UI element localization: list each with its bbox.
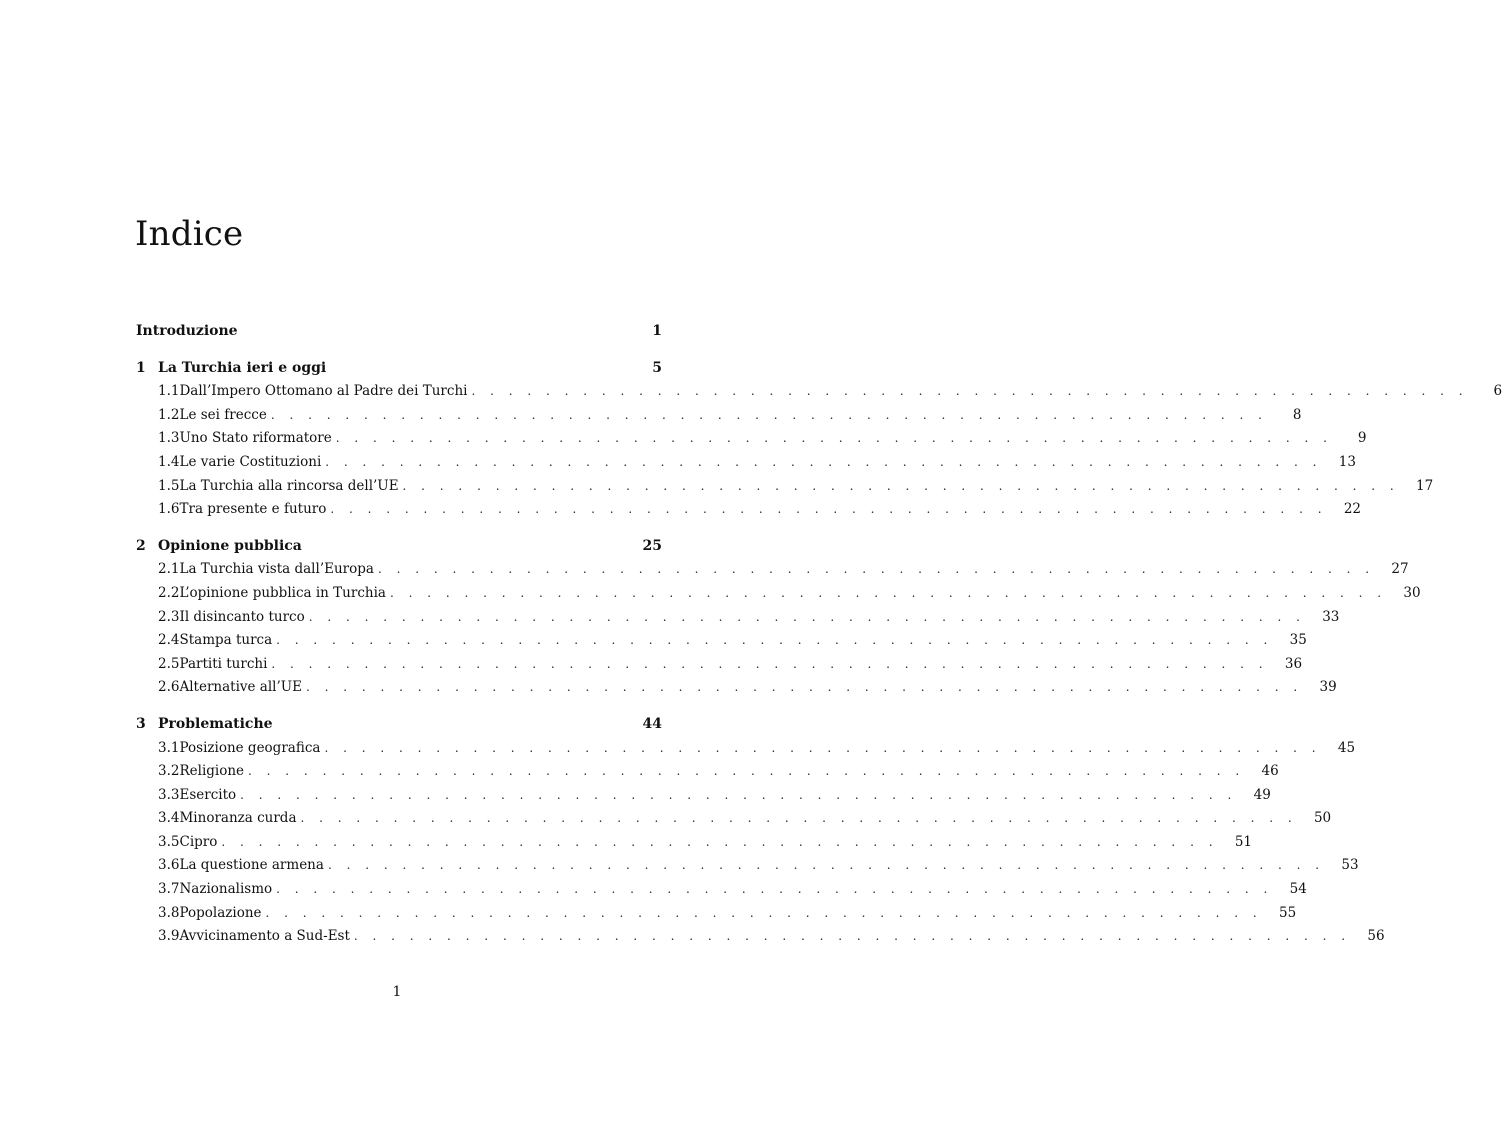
toc-chapter-3[interactable]	[136, 713, 662, 737]
toc-chapter-2[interactable]	[136, 535, 662, 559]
dot-leader: . . . . . . . . . . . . . . . . . . . . . . . . . . . . . . . . . . . . . . . . . . . . . . . . . . . . . .	[248, 764, 1245, 779]
dot-leader: . . . . . . . . . . . . . . . . . . . . . . . . . . . . . . . . . . . . . . . . . . . . . . . . . . . . . .	[300, 811, 1298, 826]
dot-leader: . . . . . . . . . . . . . . . . . . . . . . . . . . . . . . . . . . . . . . . . . . . . . . . . . . . . . .	[324, 740, 1322, 755]
toc-section-label: Minoranza curda	[179, 810, 297, 827]
dot-leader: . . . . . . . . . . . . . . . . . . . . . . . . . . . . . . . . . . . . . . . . . . . . . . . . . . . . . .	[265, 905, 1263, 920]
toc-section-2.5[interactable]	[136, 653, 1303, 677]
toc-section-number: 3.1	[158, 739, 180, 756]
dot-leader: . . . . . . . . . . . . . . . . . . . . . . . . . . . . . . . . . . . . . . . . . . . . . . . . . . . . . .	[271, 656, 1269, 671]
toc-page-number: 53	[1341, 857, 1359, 874]
toc-page-number: 44	[642, 715, 662, 732]
toc-chapter-label: Opinione pubblica	[158, 537, 302, 554]
dot-leader: . . . . . . . . . . . . . . . . . . . . . . . . . . . . . . . . . . . . . . . . . . . . . . . . . . . . . .	[276, 633, 1273, 648]
dot-leader: . . . . . . . . . . . . . . . . . . . . . . . . . . . . . . . . . . . . . . . . . . . . . . . . . . . . . .	[221, 834, 1219, 849]
toc-section-number: 3.9	[158, 928, 180, 945]
toc-section-label: Nazionalismo	[179, 881, 273, 898]
toc-section-2.3[interactable]	[136, 606, 1340, 630]
toc-section-number: 2.6	[158, 679, 180, 696]
toc-section-3.7[interactable]	[136, 878, 1307, 902]
toc-section-1.1[interactable]	[136, 380, 1502, 404]
toc-page-number: 17	[1416, 477, 1434, 494]
dot-leader: . . . . . . . . . . . . . . . . . . . . . . . . . . . . . . . . . . . . . . . . . . . . . . . . . . . . . .	[377, 562, 1375, 577]
dot-leader: . . . . . . . . . . . . . . . . . . . . . . . . . . . . . . . . . . . . . . . . . . . . . . . . . . . . . .	[389, 585, 1387, 600]
toc-section-1.3[interactable]	[136, 427, 1367, 451]
toc-chapter-number: 1	[136, 359, 146, 376]
page-title: Indice	[135, 214, 244, 254]
toc-page-number: 54	[1289, 881, 1307, 898]
toc-chapter-1[interactable]	[136, 357, 662, 381]
toc-section-label: Uno Stato riformatore	[179, 430, 332, 447]
dot-leader: . . . . . . . . . . . . . . . . . . . . . . . . . . . . . . . . . . . . . . . . . . . . . . . . . . . . . .	[276, 882, 1273, 897]
toc-page-number: 30	[1403, 584, 1421, 601]
toc-section-label: Le sei frecce	[179, 406, 267, 423]
toc-section-number: 1.2	[158, 406, 180, 423]
toc-section-label: Il disincanto turco	[179, 608, 305, 625]
toc-page-number: 46	[1261, 763, 1279, 780]
dot-leader: . . . . . . . . . . . . . . . . . . . . . . . . . . . . . . . . . . . . . . . . . . . . . . . . . . . . . .	[240, 787, 1237, 802]
toc-section-number: 1.1	[158, 383, 180, 400]
toc-section-number: 1.4	[158, 453, 180, 470]
toc-section-number: 3.7	[158, 881, 180, 898]
toc-section-label: Cipro	[179, 833, 218, 850]
toc-page-number: 45	[1337, 739, 1356, 756]
toc-section-2.4[interactable]	[136, 629, 1307, 653]
dot-leader: . . . . . . . . . . . . . . . . . . . . . . . . . . . . . . . . . . . . . . . . . . . . . . . . . . . . . .	[308, 609, 1306, 624]
toc-section-3.4[interactable]	[136, 807, 1332, 831]
toc-section-number: 3.6	[158, 857, 180, 874]
toc-section-label: Le varie Costituzioni	[179, 453, 322, 470]
toc-section-number: 1.6	[158, 501, 180, 518]
toc-section-label: Stampa turca	[179, 632, 273, 649]
toc-section-number: 2.2	[158, 584, 180, 601]
toc-page-number: 55	[1279, 904, 1297, 921]
toc-section-label: Posizione geografica	[179, 739, 321, 756]
toc-section-label: Dall’Impero Ottomano al Padre dei Turchi	[179, 383, 468, 400]
toc-section-3.1[interactable]	[136, 737, 1356, 761]
toc-section-number: 3.3	[158, 786, 180, 803]
toc-section-2.6[interactable]	[136, 676, 1337, 700]
toc-section-label: L’opinione pubblica in Turchia	[179, 584, 386, 601]
toc-chapter-label: Problematiche	[158, 715, 273, 732]
toc-page-number: 1	[652, 323, 662, 339]
toc-page-number: 8	[1292, 406, 1302, 423]
toc-section-label: Esercito	[179, 786, 237, 803]
toc-section-1.6[interactable]	[136, 498, 1362, 522]
toc-chapter-label: La Turchia ieri e oggi	[158, 359, 327, 376]
toc-page-number: 5	[652, 359, 662, 376]
toc-section-label: Avvicinamento a Sud-Est	[179, 928, 350, 945]
dot-leader: . . . . . . . . . . . . . . . . . . . . . . . . . . . . . . . . . . . . . . . . . . . . . . . . . . . . . .	[402, 478, 1400, 493]
toc-section-number: 1.5	[158, 477, 180, 494]
dot-leader: . . . . . . . . . . . . . . . . . . . . . . . . . . . . . . . . . . . . . . . . . . . . . . . . . . . . . .	[335, 431, 1333, 446]
toc-page-number: 25	[642, 537, 662, 554]
toc-section-label: La Turchia vista dall’Europa	[179, 561, 374, 578]
toc-section-label: La Turchia alla rincorsa dell’UE	[179, 477, 399, 494]
toc-section-number: 3.4	[158, 810, 180, 827]
toc-section-label: Religione	[179, 763, 245, 780]
toc-page-number: 13	[1338, 453, 1356, 470]
toc-intro-row[interactable]	[136, 320, 662, 344]
toc-page-number: 36	[1284, 655, 1303, 672]
toc-section-3.9[interactable]	[136, 925, 1385, 949]
toc-section-3.3[interactable]	[136, 784, 1271, 808]
toc-page-number: 50	[1313, 810, 1332, 827]
toc-page-number: 35	[1289, 632, 1307, 649]
toc-chapter-number: 3	[136, 715, 146, 732]
toc-page-number: 51	[1234, 833, 1253, 850]
toc-page-number: 33	[1322, 608, 1340, 625]
toc-chapter-number: 2	[136, 537, 146, 554]
toc-section-2.1[interactable]	[136, 558, 1409, 582]
toc-section-3.6[interactable]	[136, 854, 1359, 878]
toc-section-number: 2.1	[158, 561, 180, 578]
toc-section-2.2[interactable]	[136, 582, 1421, 606]
toc-section-label: Popolazione	[179, 904, 262, 921]
toc-section-1.5[interactable]	[136, 475, 1434, 499]
toc-page-number: 6	[1493, 383, 1502, 400]
dot-leader: . . . . . . . . . . . . . . . . . . . . . . . . . . . . . . . . . . . . . . . . . . . . . . . . . . . . . .	[270, 407, 1268, 422]
toc-page-number: 27	[1391, 561, 1409, 578]
dot-leader: . . . . . . . . . . . . . . . . . . . . . . . . . . . . . . . . . . . . . . . . . . . . . . . . . . . . . .	[330, 502, 1328, 517]
toc-page-number: 22	[1343, 501, 1362, 518]
toc-section-number: 3.5	[158, 833, 180, 850]
toc-entry-label: Introduzione	[136, 323, 238, 339]
toc-page-number: 9	[1357, 430, 1367, 447]
toc-section-number: 1.3	[158, 430, 180, 447]
dot-leader: . . . . . . . . . . . . . . . . . . . . . . . . . . . . . . . . . . . . . . . . . . . . . . . . . . . . . .	[325, 454, 1322, 469]
toc-section-1.2[interactable]	[136, 404, 1302, 428]
toc-section-1.4[interactable]	[136, 451, 1356, 475]
toc-section-3.5[interactable]	[136, 831, 1253, 855]
page-footer-number: 1	[392, 984, 402, 1000]
toc-section-3.8[interactable]	[136, 902, 1297, 926]
toc-page-number: 56	[1367, 928, 1385, 945]
toc-section-3.2[interactable]	[136, 760, 1279, 784]
dot-leader: . . . . . . . . . . . . . . . . . . . . . . . . . . . . . . . . . . . . . . . . . . . . . . . . . . . . . .	[306, 680, 1303, 695]
toc-section-number: 3.2	[158, 763, 180, 780]
toc-section-number: 2.4	[158, 632, 180, 649]
dot-leader: . . . . . . . . . . . . . . . . . . . . . . . . . . . . . . . . . . . . . . . . . . . . . . . . . . . . . .	[327, 858, 1325, 873]
toc-section-number: 3.8	[158, 904, 180, 921]
toc-page-number: 39	[1319, 679, 1337, 696]
table-of-contents	[136, 320, 1502, 949]
toc-section-label: Alternative all’UE	[179, 679, 303, 696]
dot-leader: . . . . . . . . . . . . . . . . . . . . . . . . . . . . . . . . . . . . . . . . . . . . . . . . . . . . . .	[471, 384, 1469, 399]
toc-section-label: Tra presente e futuro	[179, 501, 327, 518]
toc-section-label: La questione armena	[179, 857, 324, 874]
toc-section-number: 2.5	[158, 655, 180, 672]
toc-page-number: 49	[1253, 786, 1271, 803]
toc-section-label: Partiti turchi	[179, 655, 268, 672]
toc-section-number: 2.3	[158, 608, 180, 625]
dot-leader: . . . . . . . . . . . . . . . . . . . . . . . . . . . . . . . . . . . . . . . . . . . . . . . . . . . . . .	[353, 929, 1351, 944]
